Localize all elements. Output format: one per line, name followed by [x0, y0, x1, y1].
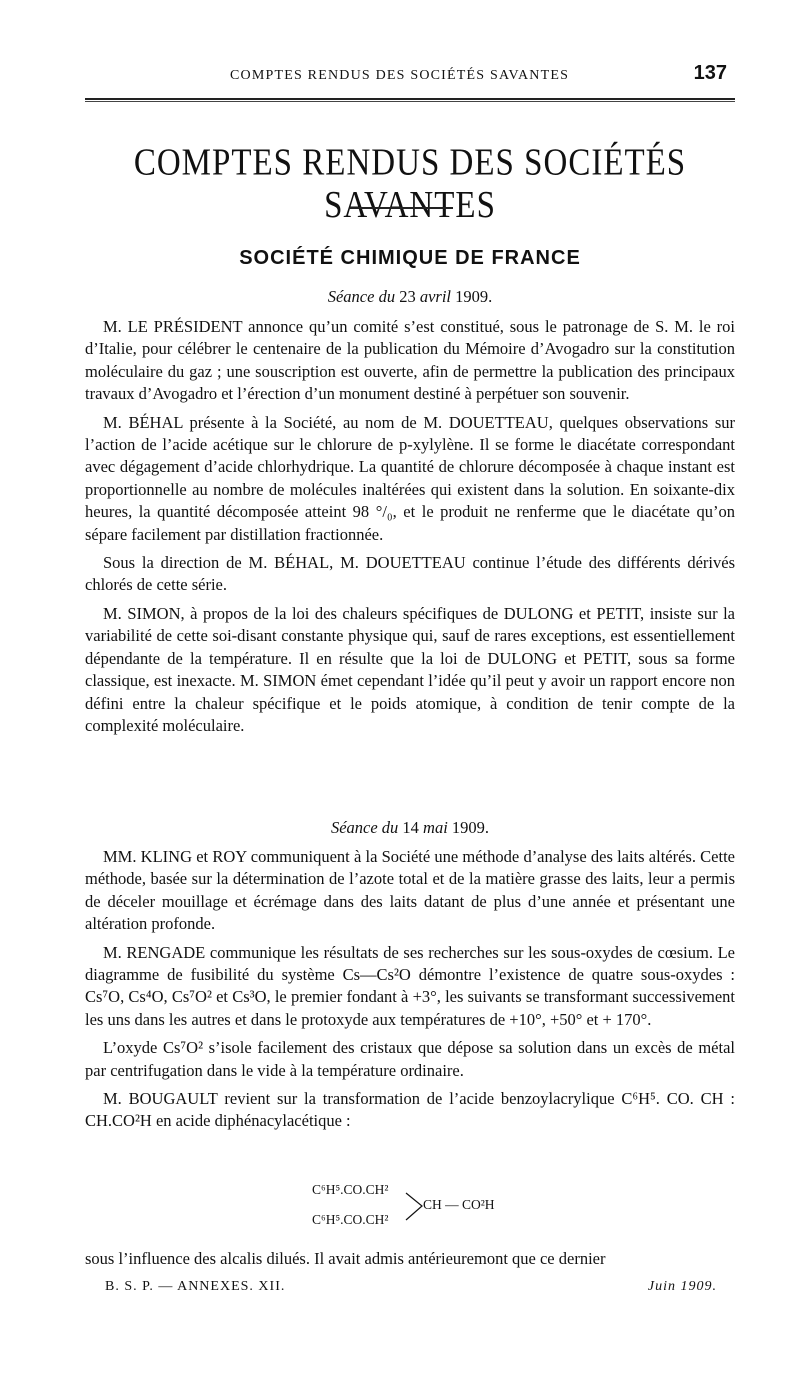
last-line [85, 1248, 735, 1270]
paragraph: L’oxyde Cs⁷O² s’isole facilement des cristaux que dépose sa solution dans un excès de métal par centrifugation dans le vide à la température ordinaire. [85, 1038, 735, 1080]
paragraph: M. SIMON, à propos de la loi des chaleurs spécifiques de DULONG et PETIT, insiste sur la variabilité de cette soi-disant constante physique qui, sauf de rares exceptions, est essentiellement dépendante de la température. Il en résulte que la loi de DULONG et PETIT, sous sa forme classique, est inexacte. M. SIMON émet cependant l’idée qu’il peut y avoir un rapport encore non défini entre la chaleur spécifique et le poids atomique, à condition de tenir compte de la complexité moléculaire. [85, 603, 735, 735]
chemical-formula [312, 1182, 572, 1232]
seance-2-day: 14 [402, 818, 419, 837]
paragraph: M. RENGADE communique les résultats de ses recherches sur les sous-oxydes de cœsium. Le diagramme de fusibilité du système Cs—Cs²O démontre l’existence de quatre sous-oxydes : Cs⁷O, Cs⁴O, Cs⁷O² et Cs³O, le premier fondant à +3°, les suivants se transformant successivement les uns dans les autres et dans le protoxyde aux températures de +10°, +50° et + 170°. [85, 942, 735, 1029]
seance-1-prefix: Séance du [327, 287, 396, 306]
formula-line-1: C⁶H⁵.CO.CH² [312, 1182, 389, 1197]
running-title: COMPTES RENDUS DES SOCIÉTÉS SAVANTES [230, 68, 570, 83]
paragraph: M. BÉHAL présente à la Société, au nom de M. DOUETTEAU, quelques observations sur l’action de l’acide acétique sur le chlorure de p-xylylène. Il se forme le diacétate correspondant avec dégagement d’acide chlorhydrique. La quantité de chlorure décomposée à chaque instant est proportionnelle au nombre de molécules inaltérées qui existent dans la solution. En soixante-dix heures, la quantité décomposée atteint 98 °/₀, et le produit ne renferme que le diacétate qu’on sépare facilement par distillation fractionnée. [85, 412, 735, 544]
seance-2-month: mai [423, 818, 448, 837]
running-head [85, 62, 735, 94]
society-heading: SOCIÉTÉ CHIMIQUE DE FRANCE [239, 247, 581, 269]
seance-1-year: 1909. [455, 287, 493, 306]
seance-heading-2 [85, 818, 735, 838]
formula-right: CH — CO²H [423, 1197, 495, 1212]
page-title: COMPTES RENDUS DES SOCIÉTÉS SAVANTES [133, 142, 687, 227]
paragraph: M. BOUGAULT revient sur la transformation de l’acide benzoylacrylique C⁶H⁵. CO. CH : CH.CO²H en acide diphénacylacétique : [85, 1089, 735, 1131]
seance-1-month: avril [419, 287, 452, 306]
closing-text: sous l’influence des alcalis dilués. Il avait admis antérieuremont que ce dernier [85, 1249, 606, 1268]
footer-date: Juin 1909. [647, 1279, 717, 1294]
header-rule [85, 98, 735, 102]
title-rule [350, 207, 453, 209]
footer-left: B. S. P. — ANNEXES. XII. [105, 1279, 286, 1294]
page-number: 137 [693, 62, 727, 84]
formula-line-2: C⁶H⁵.CO.CH² [312, 1212, 389, 1227]
paragraph: M. LE PRÉSIDENT annonce qu’un comité s’est constitué, sous le patronage de S. M. le roi d’Italie, pour célébrer le centenaire de la publication du Mémoire d’Avogadro sur la constitution moléculaire du gaz ; une souscription est ouverte, afin de permettre la publication des principaux travaux d’Avogadro et l’érection d’un monument destiné à perpétuer son souvenir. [85, 317, 735, 404]
paragraph: MM. KLING et ROY communiquent à la Société une méthode d’analyse des laits altérés. Cette méthode, basée sur la détermination de l’azote total et de la matière grasse des laits, leur a permis de déceler mouillage et écrémage dans des laits datant de plus d’une année et présentant une altération profonde. [85, 847, 735, 934]
seance-2-prefix: Séance du [330, 818, 399, 837]
seance-heading-1 [85, 287, 735, 307]
seance-2-body [85, 846, 735, 1139]
seance-2-year: 1909. [451, 818, 490, 837]
seance-1-body [85, 316, 735, 743]
seance-1-day: 23 [399, 287, 416, 306]
paragraph: Sous la direction de M. BÉHAL, M. DOUETTEAU continue l’étude des différents dérivés chlorés de cette série. [85, 553, 735, 595]
